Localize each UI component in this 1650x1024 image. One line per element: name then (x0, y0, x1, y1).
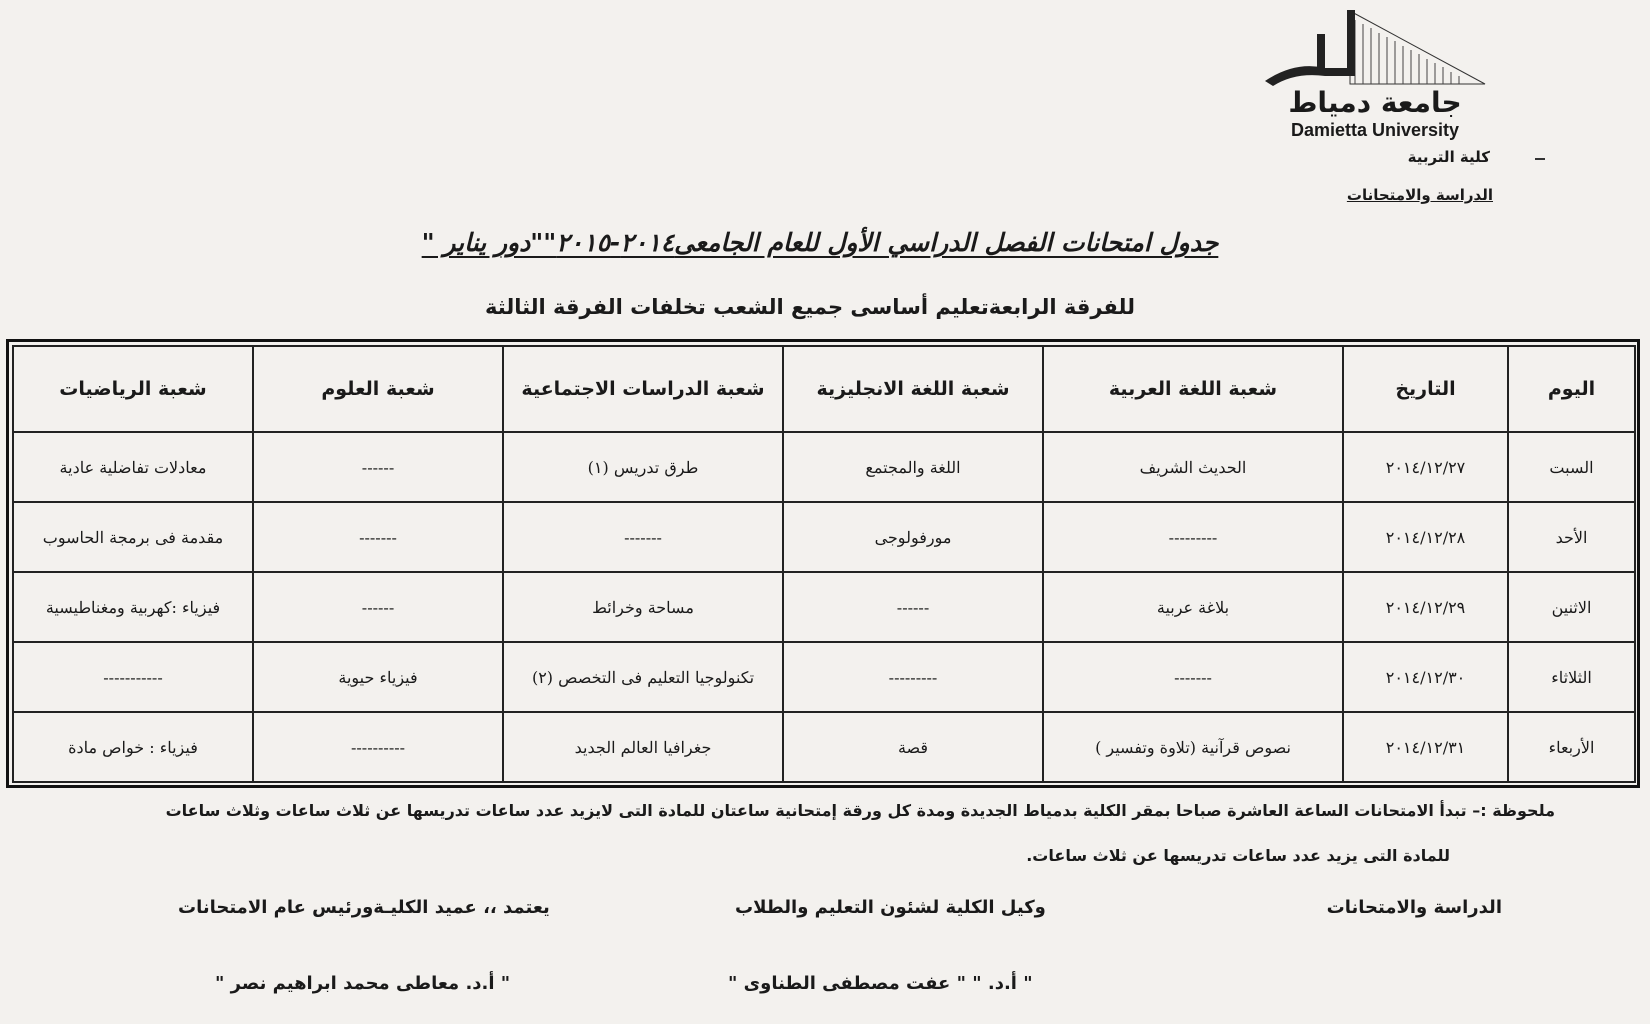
signature-exams-dept: الدراسة والامتحانات (1326, 897, 1502, 918)
header-social-studies: شعبة الدراسات الاجتماعية (503, 346, 783, 432)
cell-date: ٢٠١٤/١٢/٣٠ (1343, 642, 1508, 712)
table-row (13, 502, 1635, 572)
table-row (13, 572, 1635, 642)
logo-emblem-icon (1255, 6, 1495, 96)
signature-dean-name: " أ.د. معاطى محمد ابراهيم نصر " (215, 973, 511, 994)
header-arabic: شعبة اللغة العربية (1043, 346, 1343, 432)
page-title: جدول امتحانات الفصل الدراسي الأول للعام الجامعى٢٠١٤-٢٠١٥""دور يناير " (421, 228, 1219, 257)
header-english: شعبة اللغة الانجليزية (783, 346, 1043, 432)
header-date: التاريخ (1343, 346, 1508, 432)
cell-math: فيزياء :كهربية ومغناطيسية (13, 572, 253, 642)
cell-date: ٢٠١٤/١٢/٢٨ (1343, 502, 1508, 572)
logo-arabic-text: جامعة دمياط (1288, 86, 1462, 119)
cell-date: ٢٠١٤/١٢/٢٩ (1343, 572, 1508, 642)
cell-social-studies: طرق تدريس (١) (503, 432, 783, 502)
cell-science: ------ (253, 432, 503, 502)
page-subtitle: للفرقة الرابعةتعليم أساسى جميع الشعب تخلفات الفرقة الثالثة (485, 295, 1135, 319)
signature-vice-dean-name: " أ.د. " " عفت مصطفى الطناوى " (728, 973, 1033, 994)
cell-day: السبت (1508, 432, 1635, 502)
dash-mark (1535, 158, 1545, 160)
cell-math: ----------- (13, 642, 253, 712)
cell-science: فيزياء حيوية (253, 642, 503, 712)
cell-math: مقدمة فى برمجة الحاسوب (13, 502, 253, 572)
cell-arabic: نصوص قرآنية (تلاوة وتفسير ) (1043, 712, 1343, 782)
header-day: اليوم (1508, 346, 1635, 432)
cell-social-studies: تكنولوجيا التعليم فى التخصص (٢) (503, 642, 783, 712)
logo-english-text: Damietta University (1290, 120, 1460, 140)
department-name: الدراسة والامتحانات (1346, 186, 1493, 204)
cell-english: مورفولوجى (783, 502, 1043, 572)
cell-date: ٢٠١٤/١٢/٣١ (1343, 712, 1508, 782)
cell-day: الثلاثاء (1508, 642, 1635, 712)
cell-english: قصة (783, 712, 1043, 782)
header-science: شعبة العلوم (253, 346, 503, 432)
note-line-2: للمادة التى يزيد عدد ساعات تدريسها عن ثلاث ساعات. (1026, 846, 1450, 865)
cell-math: معادلات تفاضلية عادية (13, 432, 253, 502)
cell-science: ------- (253, 502, 503, 572)
cell-math: فيزياء : خواص مادة (13, 712, 253, 782)
cell-day: الأحد (1508, 502, 1635, 572)
cell-social-studies: مساحة وخرائط (503, 572, 783, 642)
table-header-row (13, 346, 1635, 432)
cell-arabic: الحديث الشريف (1043, 432, 1343, 502)
table-row (13, 642, 1635, 712)
cell-day: الأربعاء (1508, 712, 1635, 782)
table-row (13, 712, 1635, 782)
cell-english: اللغة والمجتمع (783, 432, 1043, 502)
signature-dean: يعتمد ،، عميد الكليـةورئيس عام الامتحانات (178, 897, 550, 918)
cell-social-studies: جغرافيا العالم الجديد (503, 712, 783, 782)
exam-schedule-table (12, 345, 1636, 783)
faculty-name: كلية التربية (1407, 148, 1490, 166)
cell-arabic: --------- (1043, 502, 1343, 572)
university-logo (1255, 6, 1495, 141)
cell-english: --------- (783, 642, 1043, 712)
cell-day: الاثنين (1508, 572, 1635, 642)
header-math: شعبة الرياضيات (13, 346, 253, 432)
signature-vice-dean: وكيل الكلية لشئون التعليم والطلاب (735, 897, 1046, 918)
cell-english: ------ (783, 572, 1043, 642)
cell-social-studies: ------- (503, 502, 783, 572)
cell-date: ٢٠١٤/١٢/٢٧ (1343, 432, 1508, 502)
table-row (13, 432, 1635, 502)
cell-arabic: ------- (1043, 642, 1343, 712)
cell-arabic: بلاغة عربية (1043, 572, 1343, 642)
cell-science: ------ (253, 572, 503, 642)
note-line-1: ملحوظة :– تبدأ الامتحانات الساعة العاشرة صباحا بمقر الكلية بدمياط الجديدة ومدة كل ورقة إمتحانية ساعتان للمادة التى لايزيد عدد ساعات تدريسها عن ثلاث ساعات وثلاث ساعات (165, 801, 1555, 820)
cell-science: ---------- (253, 712, 503, 782)
